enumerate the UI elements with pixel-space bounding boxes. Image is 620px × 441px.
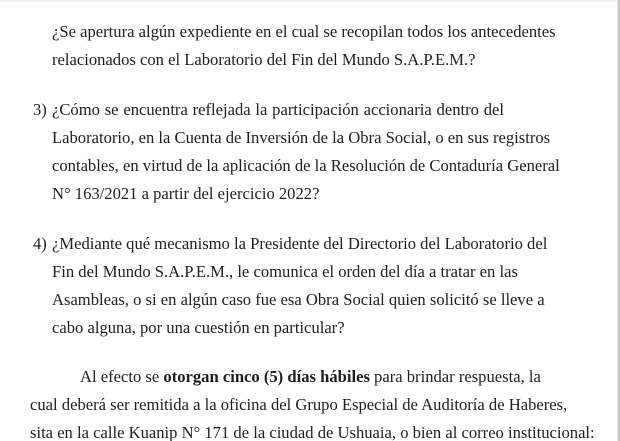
intro-line-1: ¿Se apertura algún expediente en el cual se recopilan todos los antecedentes — [52, 22, 556, 41]
item-4-line-2: Fin del Mundo S.A.P.E.M., le comunica el orden del día a tratar en las — [52, 262, 518, 281]
intro-line-2: relacionados con el Laboratorio del Fin del Mundo S.A.P.E.M.? — [52, 50, 476, 69]
item-number-4: 4) — [33, 234, 47, 253]
item-4-line-1: ¿Mediante qué mecanismo la Presidente del Directorio del Laboratorio del — [52, 234, 548, 253]
closing-line-1-end: para brindar respuesta, la — [369, 367, 541, 386]
closing-line-2: cual deberá ser remitida a la oficina del Grupo Especial de Auditoría de Haberes, — [30, 395, 568, 414]
item-3-line-2: Laboratorio, en la Cuenta de Inversión de la Obra Social, o en sus registros — [52, 128, 551, 147]
item-3-line-1: ¿Cómo se encuentra reflejada la participación accionaria dentro del — [52, 100, 504, 119]
page-top-edge — [0, 0, 620, 2]
item-number-3: 3) — [33, 100, 47, 119]
closing-line-1-start: Al efecto se — [80, 367, 164, 386]
closing-line-1 — [80, 367, 541, 387]
item-3-line-3: contables, en virtud de la aplicación de la Resolución de Contaduría General — [52, 156, 560, 175]
item-4-line-3: Asambleas, o si en algún caso fue esa Obra Social quien solicitó se lleve a — [52, 290, 545, 309]
item-4-line-4: cabo alguna, por una cuestión en particular? — [52, 318, 345, 337]
closing-line-3: sita en la calle Kuanip N° 171 de la ciudad de Ushuaia, o bien al correo institucional: — [30, 423, 595, 441]
item-3-line-4: N° 163/2021 a partir del ejercicio 2022? — [52, 184, 320, 203]
deadline-emphasis: otorgan cinco (5) días hábiles — [163, 367, 370, 386]
